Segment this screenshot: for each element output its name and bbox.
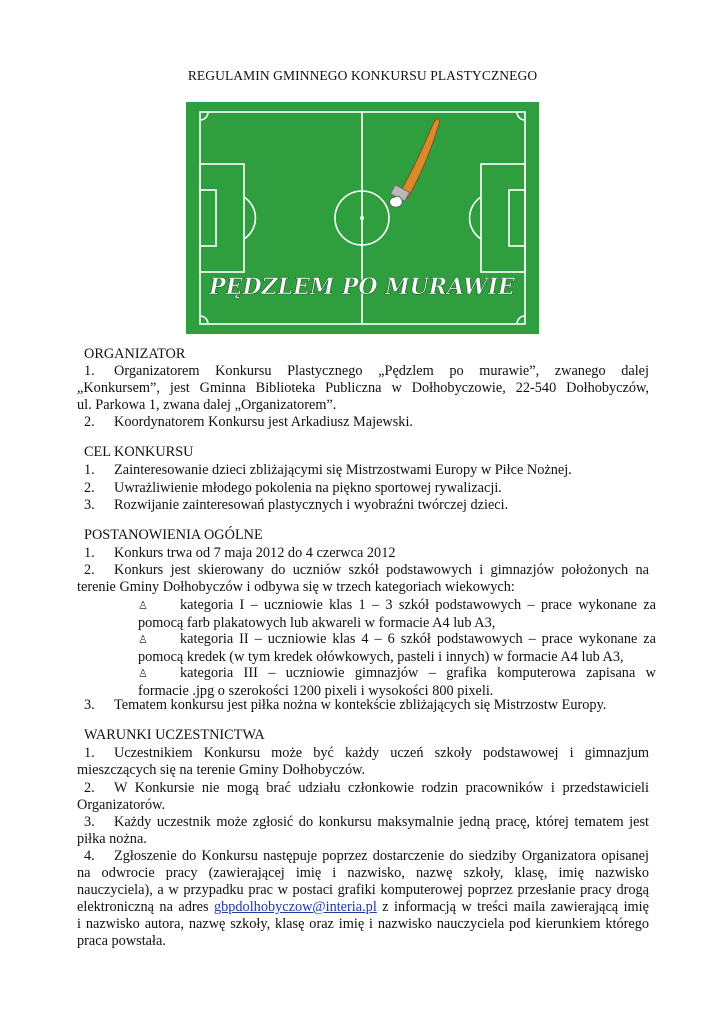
warunki-paragraph-4-line-2: na odwrocie pracy (zawierającej imię i nazwisko, nazwę szkoły, klasę, imię nazwisko bbox=[77, 865, 649, 881]
postanowienia-paragraph-2: 2. Konkurs jest skierowany do uczniów szkół podstawowych i gimnazjów położonych na bbox=[84, 562, 649, 578]
section-heading-organizator: ORGANIZATOR bbox=[84, 346, 186, 362]
organizator-paragraph-2: 2. Koordynatorem Konkursu jest Arkadiusz Majewski. bbox=[84, 414, 413, 430]
pawn-bullet-icon: ♙ bbox=[138, 600, 148, 612]
banner-title: PĘDZLEM PO MURAWIE bbox=[209, 274, 515, 300]
postanowienia-paragraph-2-line-2: terenie Gminy Dołhobyczów i odbywa się w trzech kategoriach wiekowych: bbox=[77, 579, 515, 595]
category-2: ♙ kategoria II – uczniowie klas 4 – 6 szkół podstawowych – prace wykonane za pomocą kredek (w tym kredek ołówkowych, pasteli i innych) w formacie A4 lub A3, bbox=[138, 631, 656, 665]
category-1: ♙ kategoria I – uczniowie klas 1 – 3 szkół podstawowych – prace wykonane za pomocą farb plakatowych lub akwareli w formacie A4 lub A3, bbox=[138, 597, 656, 631]
warunki-paragraph-3-line-2: piłka nożna. bbox=[77, 831, 147, 847]
warunki-paragraph-2-line-2: Organizatorów. bbox=[77, 797, 166, 813]
football-pitch-illustration bbox=[186, 102, 539, 334]
list-item: 2. Uwrażliwienie młodego pokolenia na piękno sportowej rywalizacji. bbox=[84, 480, 502, 496]
warunki-paragraph-4-line-6: praca powstała. bbox=[77, 933, 166, 949]
contest-banner bbox=[186, 102, 539, 334]
category-3: ♙ kategoria III – uczniowie gimnazjów – grafika komputerowa zapisana w formacie .jpg o szerokości 1200 pixeli i wysokości 800 pixeli. bbox=[138, 665, 656, 699]
section-heading-cel: CEL KONKURSU bbox=[84, 444, 194, 460]
pawn-bullet-icon: ♙ bbox=[138, 634, 148, 646]
warunki-paragraph-1: 1. Uczestnikiem Konkursu może być każdy uczeń szkoły podstawowej i gimnazjum bbox=[84, 745, 649, 761]
email-link[interactable]: gbpdolhobyczow@interia.pl bbox=[213, 899, 377, 915]
section-heading-warunki: WARUNKI UCZESTNICTWA bbox=[84, 727, 265, 743]
warunki-paragraph-4-line-4: elektroniczną na adres gbpdolhobyczow@interia.pl z informacją w treści maila zawierającą imię bbox=[77, 899, 649, 915]
organizator-paragraph-1: 1. Organizatorem Konkursu Plastycznego „Pędzlem po murawie”, zwanego dalej bbox=[84, 363, 649, 379]
list-item: 3. Rozwijanie zainteresowań plastycznych i wyobraźni twórczej dzieci. bbox=[84, 497, 509, 513]
warunki-paragraph-4: 4. Zgłoszenie do Konkursu następuje poprzez dostarczenie do siedziby Organizatora opisanej bbox=[84, 848, 649, 864]
document-title: REGULAMIN GMINNEGO KONKURSU PLASTYCZNEGO bbox=[187, 68, 538, 83]
list-item: 1. Zainteresowanie dzieci zbliżającymi się Mistrzostwami Europy w Piłce Nożnej. bbox=[84, 462, 572, 478]
organizator-paragraph-1-line-3: ul. Parkowa 1, zwana dalej „Organizatorem”. bbox=[77, 397, 337, 413]
warunki-paragraph-2: 2. W Konkursie nie mogą brać udziału członkowie rodzin pracowników i przedstawicieli bbox=[84, 780, 649, 796]
warunki-paragraph-3: 3. Każdy uczestnik może zgłosić do konkursu maksymalnie jedną pracę, której tematem jest bbox=[84, 814, 649, 830]
pawn-bullet-icon: ♙ bbox=[138, 668, 148, 680]
postanowienia-paragraph-1: 1. Konkurs trwa od 7 maja 2012 do 4 czerwca 2012 bbox=[84, 545, 396, 561]
warunki-paragraph-4-line-5: i nazwisko autora, nazwę szkoły, klasę oraz imię i nazwisko nauczyciela pod kierunkiem którego bbox=[77, 916, 649, 932]
organizator-paragraph-1-line-2: „Konkursem”, jest Gminna Biblioteka Publiczna w Dołhobyczowie, 22-540 Dołhobyczów, bbox=[77, 380, 649, 396]
warunki-paragraph-4-line-3: nauczyciela), a w przypadku prac w postaci grafiki komputerowej poprzez przesłanie pracy drogą bbox=[77, 882, 649, 898]
section-heading-postanowienia: POSTANOWIENIA OGÓLNE bbox=[84, 527, 263, 543]
warunki-paragraph-1-line-2: mieszczących się na terenie Gminy Dołhobyczów. bbox=[77, 762, 366, 778]
postanowienia-paragraph-3: 3. Tematem konkursu jest piłka nożna w kontekście zbliżających się Mistrzostw Europy. bbox=[84, 697, 607, 713]
